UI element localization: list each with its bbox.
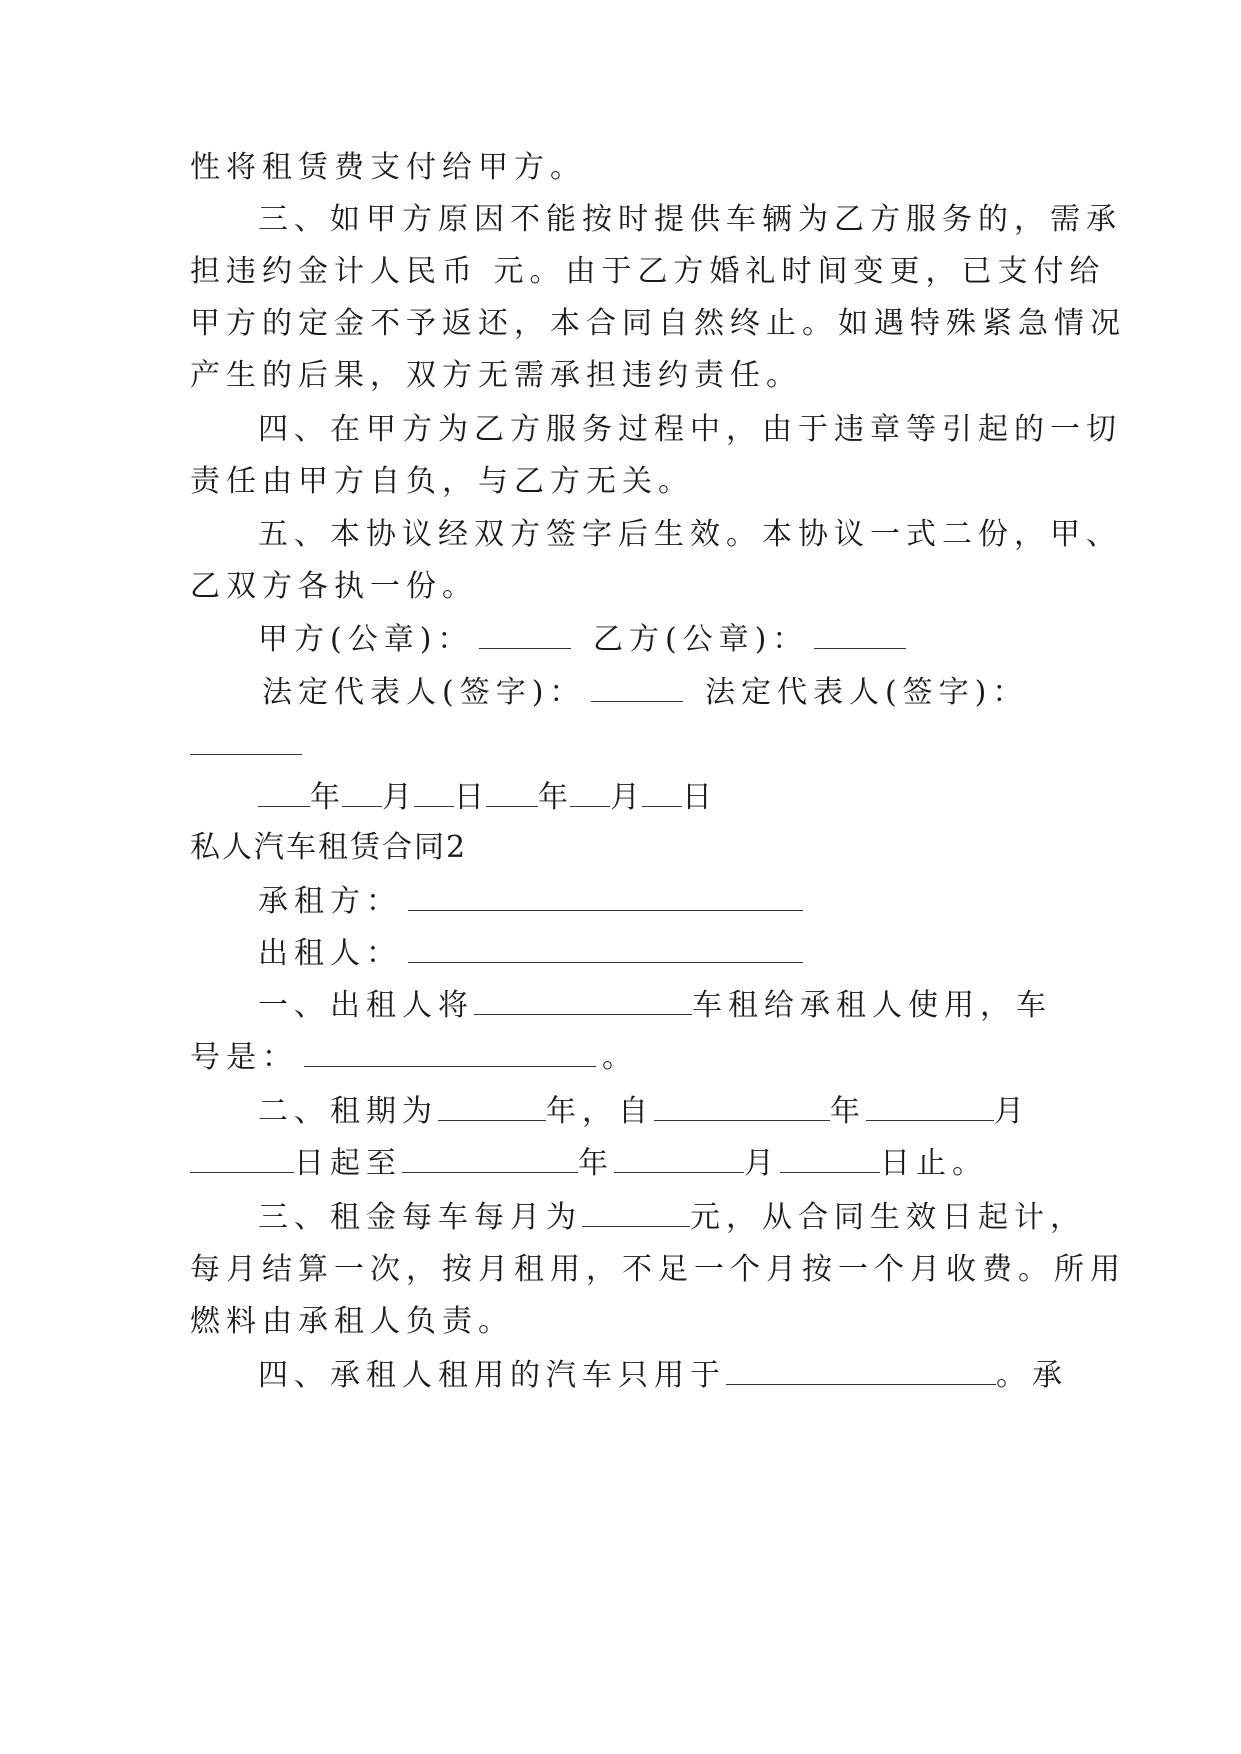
text-line: 甲方的定金不予返还，本合同自然终止。如遇特殊紧急情况 xyxy=(190,306,1126,341)
c1-text: 一、出租人将 xyxy=(258,988,474,1023)
year-blank xyxy=(486,778,538,807)
start-month-blank xyxy=(866,1092,994,1121)
lessee-blank xyxy=(408,882,803,911)
c2-clause-1-cont xyxy=(190,1038,1070,1078)
start-day-blank xyxy=(190,1144,294,1173)
contract-title: 私人汽车租赁合同2 xyxy=(190,830,468,865)
c2-clause-4 xyxy=(258,1356,1138,1396)
plate-blank xyxy=(304,1038,596,1067)
year-blank xyxy=(258,778,310,807)
party-b-label: 乙方(公章)： xyxy=(592,622,809,657)
lessee-label: 承租方： xyxy=(258,884,402,919)
text-line: 每月结算一次，按月租用，不足一个月按一个月收费。所用 xyxy=(190,1252,1126,1287)
lessor-row xyxy=(258,934,1138,974)
rep-a-blank xyxy=(591,673,683,702)
c1-text: 。 xyxy=(602,1040,638,1075)
c1-text: 号是： xyxy=(190,1040,298,1075)
day-label: 日 xyxy=(454,780,486,815)
rep-b-blank xyxy=(190,726,302,755)
usage-blank xyxy=(726,1356,996,1385)
vehicle-blank xyxy=(474,986,692,1015)
end-month-blank xyxy=(614,1144,744,1173)
c2-text: 日止。 xyxy=(880,1146,988,1181)
signature-rep-row xyxy=(262,673,1142,713)
month-label: 月 xyxy=(382,780,414,815)
c2-text: 年 xyxy=(830,1094,866,1129)
clause-3: 三、如甲方原因不能按时提供车辆为乙方服务的，需承 xyxy=(258,202,1122,237)
text-line: 责任由甲方自负，与乙方无关。 xyxy=(190,464,694,499)
c2-text: 月 xyxy=(994,1094,1030,1129)
text-line: 燃料由承租人负责。 xyxy=(190,1304,514,1339)
c1-text: 车租给承租人使用，车 xyxy=(692,988,1052,1023)
text-line: 性将租赁费支付给甲方。 xyxy=(190,150,586,185)
year-label: 年 xyxy=(538,780,570,815)
c4-text: 。承 xyxy=(996,1358,1068,1393)
day-blank xyxy=(414,778,454,807)
day-label: 日 xyxy=(682,780,714,815)
rent-blank xyxy=(582,1198,690,1227)
rep-a-label: 法定代表人(签字)： xyxy=(262,675,586,710)
lessor-label: 出租人： xyxy=(258,936,402,971)
clause-5: 五、本协议经双方签字后生效。本协议一式二份，甲、 xyxy=(258,517,1122,552)
c3-text: 元，从合同生效日起计， xyxy=(690,1200,1086,1235)
text-line: 乙双方各执一份。 xyxy=(190,569,478,604)
start-year-blank xyxy=(654,1092,830,1121)
year-label: 年 xyxy=(310,780,342,815)
clause-4: 四、在甲方为乙方服务过程中，由于违章等引起的一切 xyxy=(258,412,1122,447)
text-line: 担违约金计人民币 元。由于乙方婚礼时间变更，已支付给 xyxy=(190,254,1106,289)
c2-clause-2-cont xyxy=(190,1144,1070,1184)
end-year-blank xyxy=(402,1144,578,1173)
c2-clause-1 xyxy=(258,986,1138,1026)
c2-text: 二、租期为 xyxy=(258,1094,438,1129)
party-b-blank xyxy=(814,620,906,649)
term-blank xyxy=(438,1092,546,1121)
rep-b-blank-row xyxy=(190,726,1070,766)
date-row xyxy=(258,778,1138,818)
signature-seal-row xyxy=(258,620,1138,660)
lessor-blank xyxy=(408,934,803,963)
lessee-row xyxy=(258,882,1138,922)
month-label: 月 xyxy=(610,780,642,815)
c2-text: 年，自 xyxy=(546,1094,654,1129)
party-a-blank xyxy=(479,620,571,649)
text-line: 产生的后果，双方无需承担违约责任。 xyxy=(190,358,802,393)
c3-text: 三、租金每车每月为 xyxy=(258,1200,582,1235)
end-day-blank xyxy=(780,1144,880,1173)
month-blank xyxy=(342,778,382,807)
c2-text: 月 xyxy=(744,1146,780,1181)
c2-clause-3 xyxy=(258,1198,1138,1238)
c4-text: 四、承租人租用的汽车只用于 xyxy=(258,1358,726,1393)
day-blank xyxy=(642,778,682,807)
c2-clause-2 xyxy=(258,1092,1138,1132)
month-blank xyxy=(570,778,610,807)
rep-b-label: 法定代表人(签字)： xyxy=(704,675,1029,710)
c2-text: 日起至 xyxy=(294,1146,402,1181)
c2-text: 年 xyxy=(578,1146,614,1181)
party-a-label: 甲方(公章)： xyxy=(258,622,474,657)
